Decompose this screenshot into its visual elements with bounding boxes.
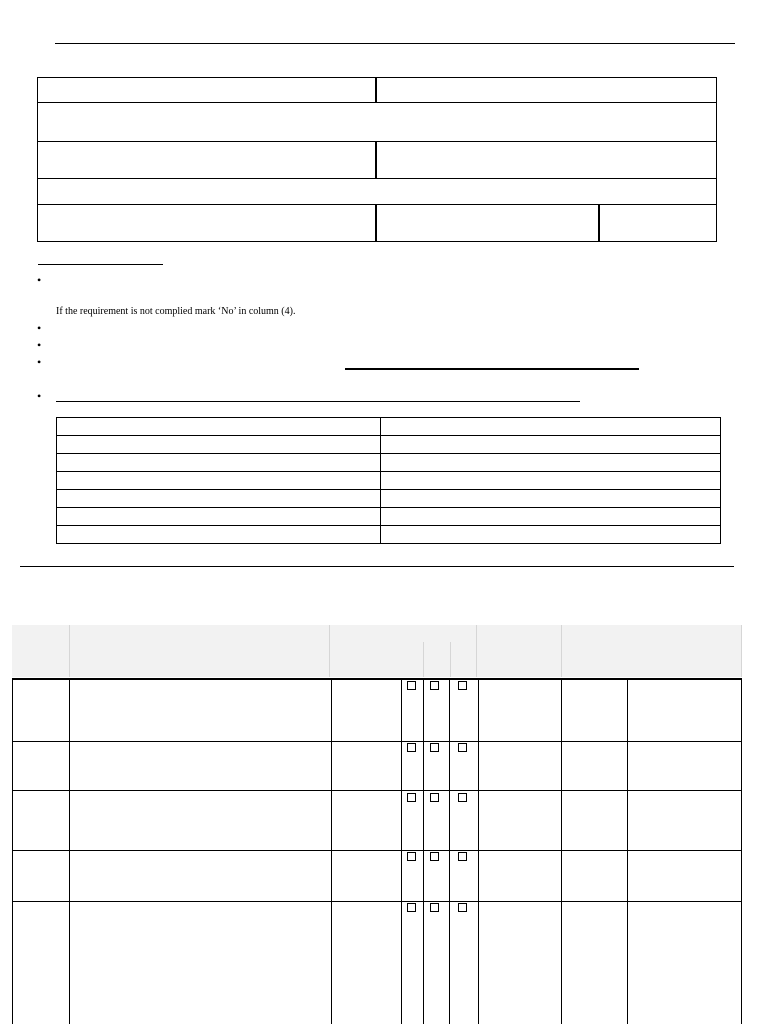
- bullet-2: •: [37, 321, 42, 335]
- na-checkbox[interactable]: [458, 903, 467, 912]
- na-checkbox[interactable]: [458, 681, 467, 690]
- col-line: [401, 678, 402, 1024]
- row-separator: [12, 741, 742, 742]
- yes-checkbox[interactable]: [407, 743, 416, 752]
- info-row-1-right[interactable]: [375, 77, 717, 103]
- col-line: [741, 678, 742, 1024]
- no-checkbox[interactable]: [430, 852, 439, 861]
- sub-table-cell[interactable]: [381, 526, 721, 544]
- sub-table-cell[interactable]: [57, 454, 381, 472]
- bullet-5: •: [37, 389, 42, 403]
- sub-table-cell[interactable]: [57, 508, 381, 526]
- instructions-heading-underline: [38, 264, 163, 265]
- na-checkbox[interactable]: [458, 743, 467, 752]
- bullet-1: •: [37, 273, 42, 287]
- sub-table-row: [57, 526, 721, 544]
- info-row-3-right[interactable]: [375, 141, 717, 179]
- table-top-border: [12, 678, 742, 680]
- row-separator: [12, 901, 742, 902]
- sub-table-cell[interactable]: [57, 436, 381, 454]
- bullet-4-underline: [345, 368, 639, 370]
- bullet-3: •: [37, 338, 42, 352]
- header-divider: [69, 625, 70, 677]
- yes-checkbox[interactable]: [407, 793, 416, 802]
- info-row-5-mid[interactable]: [375, 204, 600, 242]
- sub-table-cell[interactable]: [381, 454, 721, 472]
- row-separator: [12, 850, 742, 851]
- row-separator: [12, 790, 742, 791]
- col-line: [627, 678, 628, 1024]
- sub-table-cell[interactable]: [57, 490, 381, 508]
- na-checkbox[interactable]: [458, 793, 467, 802]
- info-row-4[interactable]: [37, 178, 717, 205]
- no-checkbox[interactable]: [430, 903, 439, 912]
- sub-table-cell[interactable]: [381, 436, 721, 454]
- info-row-5-left[interactable]: [37, 204, 377, 242]
- col-line: [423, 678, 424, 1024]
- yes-checkbox[interactable]: [407, 852, 416, 861]
- col-line: [561, 678, 562, 1024]
- header-divider: [450, 642, 451, 677]
- header-divider: [476, 625, 477, 677]
- header-divider: [329, 625, 330, 677]
- sub-table-cell[interactable]: [381, 508, 721, 526]
- info-row-2[interactable]: [37, 102, 717, 142]
- na-checkbox[interactable]: [458, 852, 467, 861]
- sub-table-row: [57, 508, 721, 526]
- sub-table-cell[interactable]: [381, 490, 721, 508]
- sub-table-row: [57, 472, 721, 490]
- yes-checkbox[interactable]: [407, 681, 416, 690]
- no-checkbox[interactable]: [430, 743, 439, 752]
- sub-table-cell[interactable]: [57, 526, 381, 544]
- yes-checkbox[interactable]: [407, 903, 416, 912]
- col-line: [449, 678, 450, 1024]
- header-divider: [561, 625, 562, 677]
- sub-table-row: [57, 490, 721, 508]
- checklist-header: [12, 625, 742, 677]
- sub-table-row: [57, 418, 721, 436]
- header-divider: [741, 625, 742, 677]
- info-row-3-left[interactable]: [37, 141, 377, 179]
- bullet-4: •: [37, 355, 42, 369]
- sub-table-cell[interactable]: [57, 472, 381, 490]
- sub-table-cell[interactable]: [381, 472, 721, 490]
- no-checkbox[interactable]: [430, 793, 439, 802]
- section-divider: [20, 566, 734, 567]
- col-line: [69, 678, 70, 1024]
- sub-table-cell[interactable]: [381, 418, 721, 436]
- sub-table-cell[interactable]: [57, 418, 381, 436]
- col-line: [331, 678, 332, 1024]
- sub-table-row: [57, 436, 721, 454]
- info-row-1-left[interactable]: [37, 77, 377, 103]
- instruction-note: If the requirement is not complied mark ‘No’ in column (4).: [56, 306, 296, 317]
- info-row-5-right[interactable]: [598, 204, 717, 242]
- sub-table: [56, 417, 721, 544]
- top-rule: [55, 43, 735, 44]
- col-line: [12, 678, 13, 1024]
- sub-table-row: [57, 454, 721, 472]
- header-divider: [423, 642, 424, 677]
- col-line: [478, 678, 479, 1024]
- bullet-5-underline: [56, 401, 580, 402]
- no-checkbox[interactable]: [430, 681, 439, 690]
